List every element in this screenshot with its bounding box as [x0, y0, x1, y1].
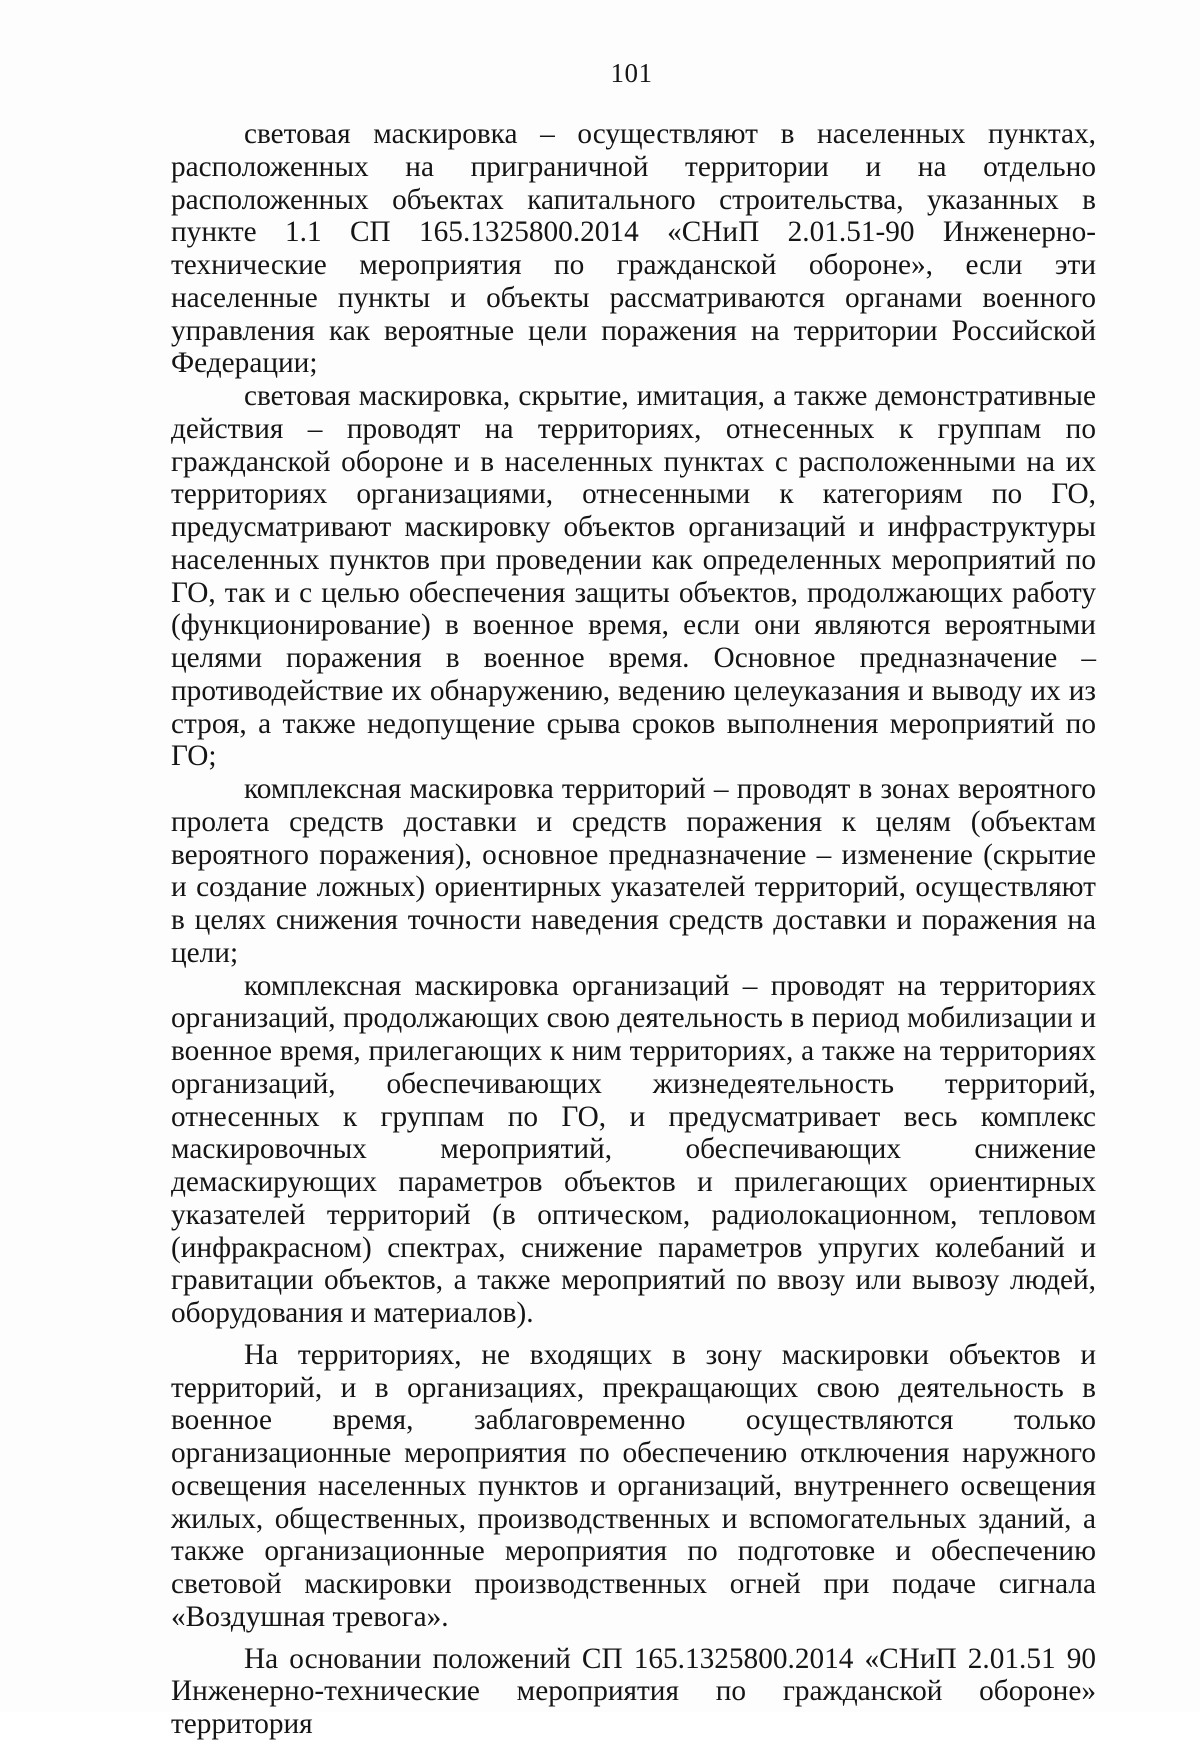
paragraph-territories-outside-masking-zone: На территориях, не входящих в зону маскировки объектов и территорий, и в организациях, прекращающих свою деятельность в военное время, заблаговременно осуществляются только организационные мероприятия по обеспечению отключения наружного освещения населенных пунктов и организаций, внутреннего освещения жилых, общественных, производственных и вспомогательных зданий, а также организационные мероприятия по подготовке и обеспечению световой маскировки производственных огней при подаче сигнала «Воздушная тревога».: [171, 1338, 1096, 1633]
paragraph-complex-masking-territories: комплексная маскировка территорий – проводят в зонах вероятного пролета средств доставки и средств поражения к целям (объектам вероятного поражения), основное предназначение – изменение (скрытие и создание ложных) ориентирных указателей территорий, осуществляют в целях снижения точности наведения средств доставки и поражения на цели;: [171, 773, 1096, 969]
page-number: 101: [610, 58, 653, 88]
paragraph-based-on-provisions: На основании положений СП 165.1325800.2014 «СНиП 2.01.51 90 Инженерно-технические мероприятия по гражданской обороне» территория: [171, 1642, 1096, 1740]
paragraph-complex-masking-organizations: комплексная маскировка организаций – проводят на территориях организаций, продолжающих свою деятельность в период мобилизации и военное время, прилегающих к ним территориях, а также на территориях организаций, обеспечивающих жизнедеятельность территорий, отнесенных к группам по ГО, и предусматривает весь комплекс маскировочных мероприятий, обеспечивающих снижение демаскирующих параметров объектов и прилегающих ориентирных указателей территорий (в оптическом, радиолокационном, тепловом (инфракрасном) спектрах, снижение параметров упругих колебаний и гравитации объектов, а также мероприятий по ввозу или вывозу людей, оборудования и материалов).: [171, 969, 1096, 1329]
body-text: [171, 118, 1096, 1741]
paragraph-light-masking: световая маскировка – осуществляют в населенных пунктах, расположенных на приграничной территории и на отдельно расположенных объектах капитального строительства, указанных в пункте 1.1 СП 165.1325800.2014 «СНиП 2.01.51-90 Инженерно-технические мероприятия по гражданской обороне», если эти населенные пункты и объекты рассматриваются органами военного управления как вероятные цели поражения на территории Российской Федерации;: [171, 118, 1096, 380]
paragraph-masking-concealment-imitation: световая маскировка, скрытие, имитация, а также демонстративные действия – проводят на территориях, отнесенных к группам по гражданской обороне и в населенных пунктах с расположенными на их территориях организациями, отнесенными к категориям по ГО, предусматривают маскировку объектов организаций и инфраструктуры населенных пунктов при проведении как определенных мероприятий по ГО, так и с целью обеспечения защиты объектов, продолжающих работу (функционирование) в военное время, если они являются вероятными целями поражения в военное время. Основное предназначение – противодействие их обнаружению, ведению целеуказания и выводу их из строя, а также недопущение срыва сроков выполнения мероприятий по ГО;: [171, 380, 1096, 773]
